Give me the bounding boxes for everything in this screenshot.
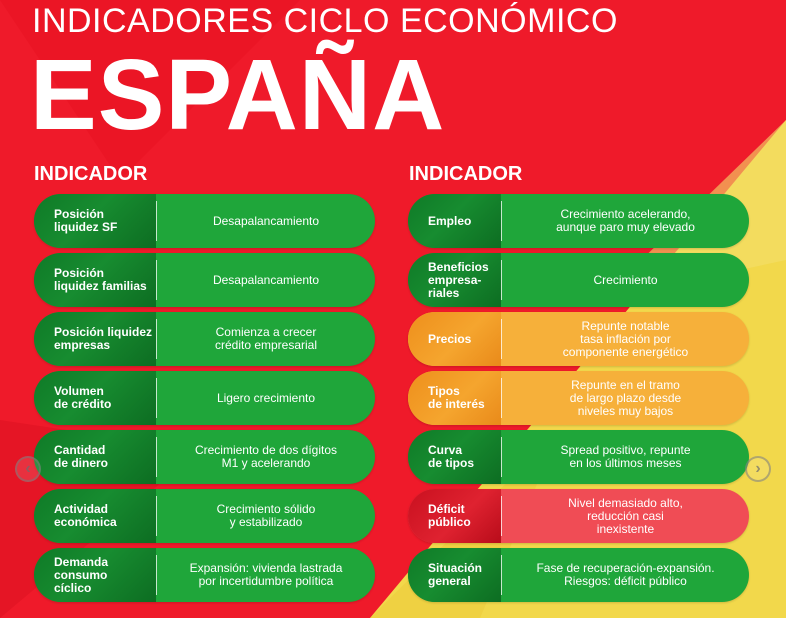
indicator-value: Crecimiento de dos dígitos M1 y acelerando <box>194 443 338 470</box>
indicator-value: Repunte notable tasa inflación por componente energético <box>562 318 689 359</box>
indicator-value: Repunte en el tramo de largo plazo desde niveles muy bajos <box>569 377 682 418</box>
indicator-label: Demanda consumo cíclico <box>34 548 156 602</box>
indicator-row-posicion-liquidez-empresas <box>34 312 375 366</box>
indicator-row-precios <box>408 312 749 366</box>
indicator-label: Situación general <box>408 548 501 602</box>
left-column-heading: INDICADOR <box>34 163 148 185</box>
indicator-label: Curva de tipos <box>408 430 501 484</box>
right-column-heading: INDICADOR <box>409 163 523 185</box>
indicator-value: Crecimiento <box>593 272 658 287</box>
indicator-row-beneficios-empresa-riales <box>408 253 749 307</box>
indicator-label: Precios <box>408 312 501 366</box>
indicator-label: Déficit público <box>408 489 501 543</box>
indicator-value: Ligero crecimiento <box>216 390 316 405</box>
indicator-value: Crecimiento sólido y estabilizado <box>216 502 316 529</box>
indicator-label: Tipos de interés <box>408 371 501 425</box>
indicator-label: Actividad económica <box>34 489 156 543</box>
indicator-row-situacion-general <box>408 548 749 602</box>
indicator-value: Fase de recuperación-expansión. Riesgos: déficit público <box>536 561 715 588</box>
indicator-label: Posición liquidez familias <box>34 253 156 307</box>
indicator-label: Volumen de crédito <box>34 371 156 425</box>
page-title: ESPAÑA <box>30 39 446 151</box>
indicator-row-empleo <box>408 194 749 248</box>
indicator-value: Expansión: vivienda lastrada por incertidumbre política <box>189 561 343 588</box>
indicator-row-actividad-economica <box>34 489 375 543</box>
indicator-label: Cantidad de dinero <box>34 430 156 484</box>
indicator-label: Posición liquidez SF <box>34 194 156 248</box>
indicator-value: Desapalancamiento <box>212 272 320 287</box>
indicator-value: Spread positivo, repunte en los últimos meses <box>560 443 691 470</box>
indicator-value: Desapalancamiento <box>212 213 320 228</box>
chevron-right-icon[interactable]: › <box>745 456 771 482</box>
indicator-row-deficit-publico <box>408 489 749 543</box>
chevron-left-icon[interactable]: ‹ <box>15 456 41 482</box>
indicator-row-demanda-consumo-ciclico <box>34 548 375 602</box>
indicator-label: Beneficios empresa- riales <box>408 253 501 307</box>
indicator-label: Posición liquidez empresas <box>34 312 156 366</box>
indicator-value: Comienza a crecer crédito empresarial <box>214 325 318 352</box>
indicator-value: Crecimiento acelerando, aunque paro muy elevado <box>556 207 695 234</box>
page-subtitle: INDICADORES CICLO ECONÓMICO <box>32 2 618 40</box>
indicator-row-tipos-de-interes <box>408 371 749 425</box>
indicator-value: Nivel demasiado alto, reducción casi inexistente <box>568 495 683 536</box>
indicator-row-cantidad-de-dinero <box>34 430 375 484</box>
indicator-row-posicion-liquidez-familias <box>34 253 375 307</box>
indicator-row-curva-de-tipos <box>408 430 749 484</box>
indicator-row-volumen-de-credito <box>34 371 375 425</box>
indicator-label: Empleo <box>408 194 501 248</box>
indicator-row-posicion-liquidez-sf <box>34 194 375 248</box>
